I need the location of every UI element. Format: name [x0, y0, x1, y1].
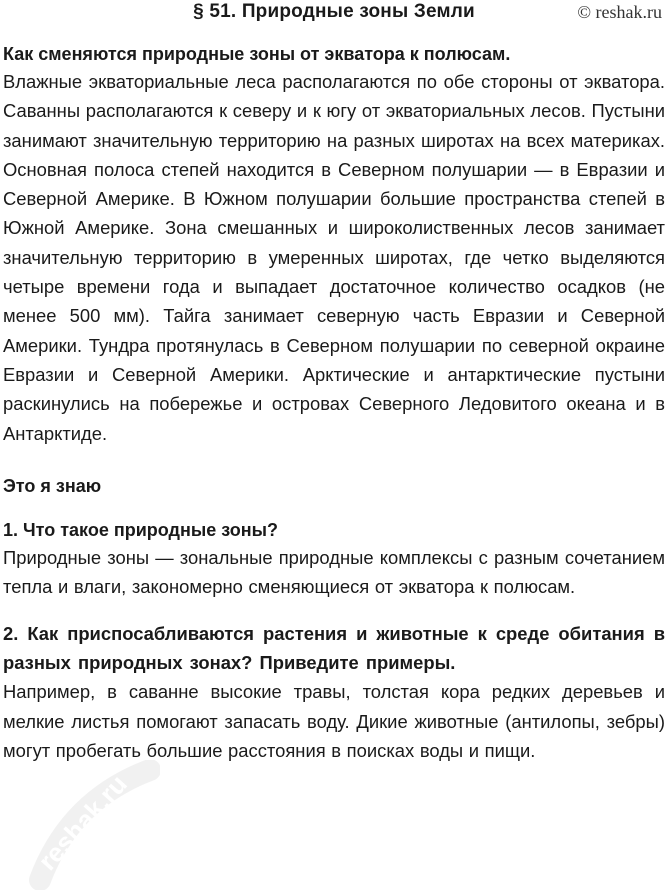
page-title: § 51. Природные зоны Земли	[193, 1, 475, 22]
intro-paragraph: Влажные экваториальные леса располагаются по обе стороны от экватора. Саванны располагаются к северу и к югу от экваториальных лесов. Пустыни занимают значительную территорию на разных широтах на всех материках. Основная полоса степей находится в Северном полушарии — в Евразии и Северной Америке. В Южном полушарии большие пространства степей в Южной Америке. Зона смешанных и широколиственных лесов занимает значительную территорию в умеренных широтах, где четко выделяются четыре времени года и выпадает достаточное количество осадков (не менее 500 мм). Тайга занимает северную часть Евразии и Северной Америки. Тундра протянулась в Северном полушарии по северной окраине Евразии и Северной Америки. Арктические и антарктические пустыни раскинулись на побережье и островах Северного Ледовитого океана и в Антарктиде.	[3, 71, 665, 444]
page-header	[3, 0, 665, 28]
watermark-text: reshak.ru	[32, 768, 133, 877]
answer-1: Природные зоны — зональные природные комплексы с разным сочетанием тепла и влаги, закономерно сменяющиеся от экватора к полюсам.	[3, 546, 665, 598]
question-2: 2. Как приспосабливаются растения и животные к среде обитания в разных природных зонах? Приведите примеры.	[3, 623, 665, 674]
question-1: 1. Что такое природные зоны?	[3, 519, 278, 540]
intro-heading: Как сменяются природные зоны от экватора к полюсам.	[3, 44, 511, 64]
watermark-logo	[20, 760, 160, 890]
copyright-text: © reshak.ru	[577, 2, 662, 22]
section-heading: Это я знаю	[3, 475, 102, 496]
answer-2: Например, в саванне высокие травы, толстая кора редких деревьев и мелкие листья помогают запасать воду. Дикие животные (антилопы, зебры) могут пробегать большие расстояния в поисках воды и пищи.	[3, 681, 665, 762]
